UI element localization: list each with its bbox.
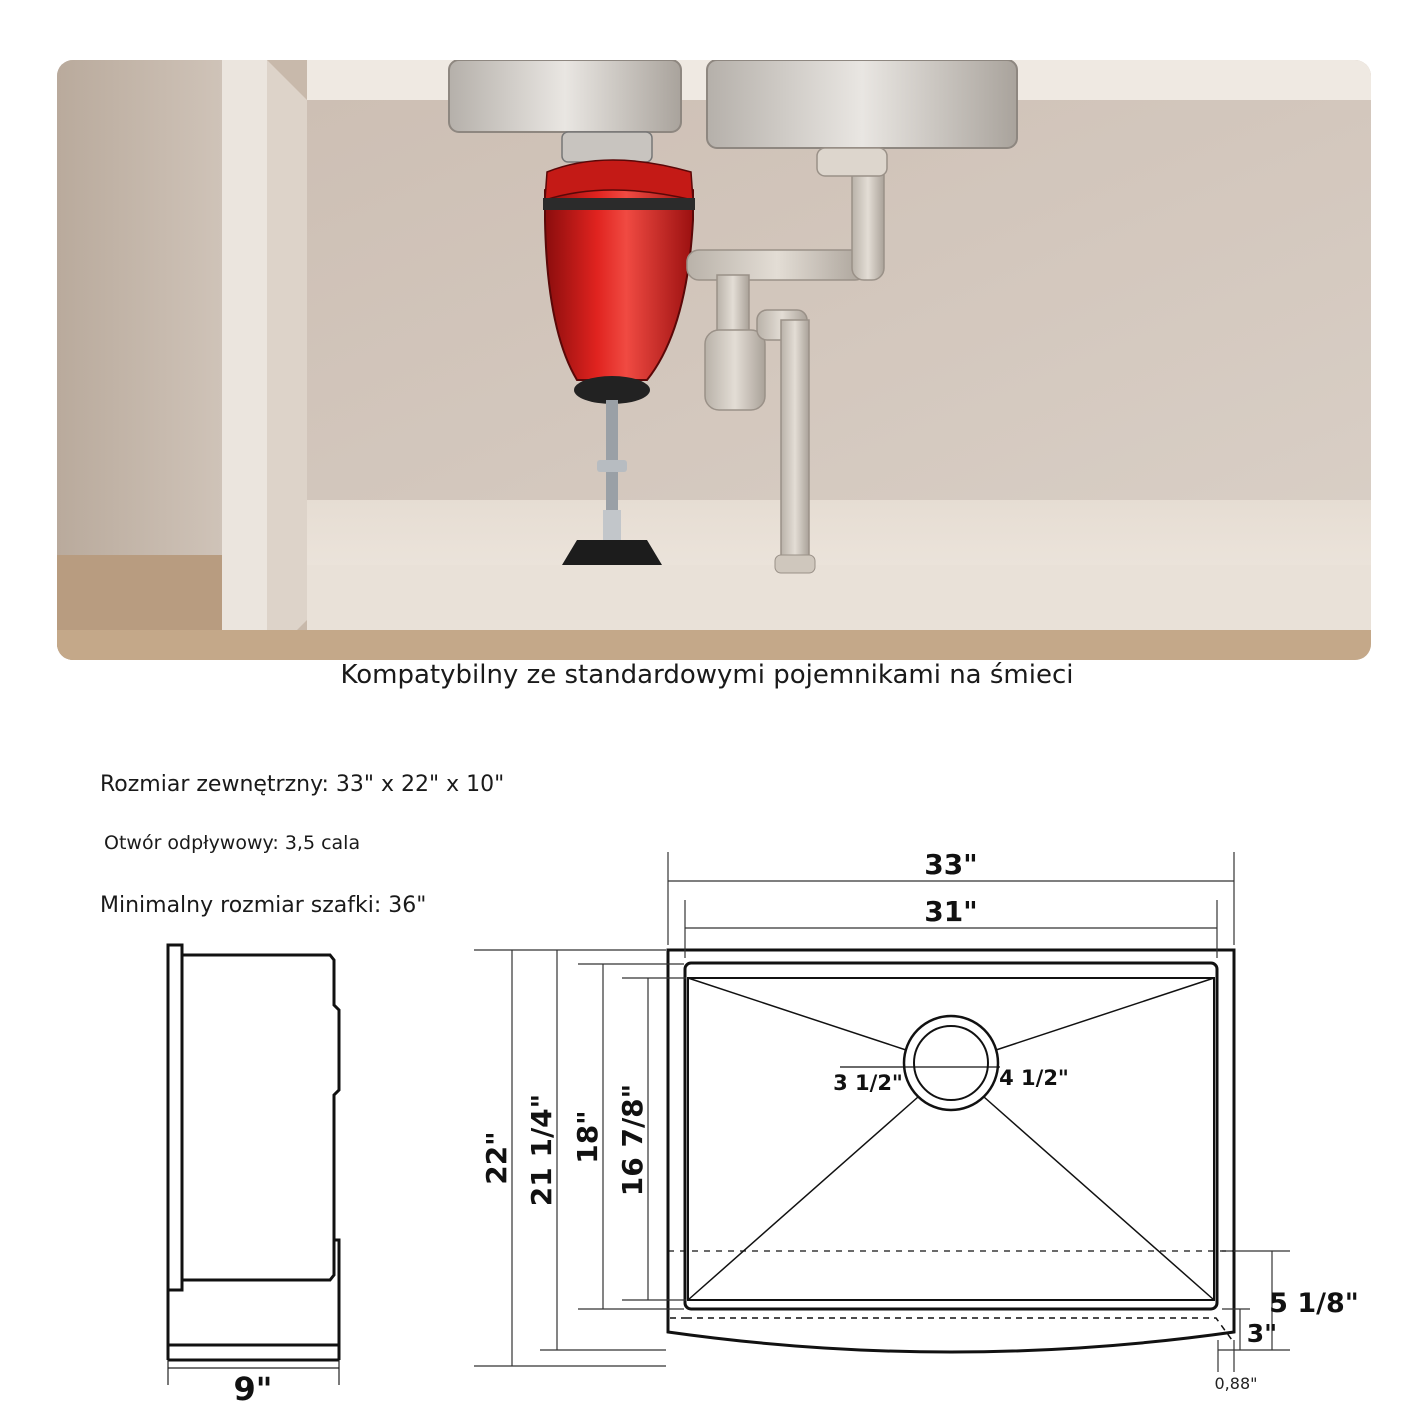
outer-size-spec: Rozmiar zewnętrzny: 33" x 22" x 10" [100, 772, 505, 797]
outer-width-label: 33" [924, 848, 978, 881]
photo-caption: Kompatybilny ze standardowymi pojemnikami na śmieci [340, 660, 1074, 690]
drain-hole-spec: Otwór odpływowy: 3,5 cala [104, 832, 361, 854]
sink-top-view [668, 950, 1234, 1352]
sink-outer-outline [668, 950, 1234, 1352]
drain-left-label: 3 1/2" [833, 1071, 903, 1095]
apron-offset-label: 0,88" [1214, 1374, 1258, 1393]
bowl-depth-label: 16 7/8" [616, 1083, 649, 1197]
side-view [168, 945, 339, 1360]
min-cabinet-spec: Minimalny rozmiar szafki: 36" [100, 893, 427, 918]
drain-right-label: 4 1/2" [999, 1066, 1069, 1090]
drain-inner [914, 1026, 988, 1100]
apron-3-label: 3" [1246, 1319, 1278, 1348]
depth-2-label: 21 1/4" [525, 1093, 558, 1207]
apron-height-label: 5 1/8" [1269, 1288, 1359, 1319]
side-depth-label: 9" [233, 1370, 273, 1408]
depth-3-label: 18" [571, 1110, 604, 1164]
drain-outer [904, 1016, 998, 1110]
outer-depth-label: 22" [480, 1131, 513, 1185]
inner-width-label: 31" [924, 895, 978, 928]
